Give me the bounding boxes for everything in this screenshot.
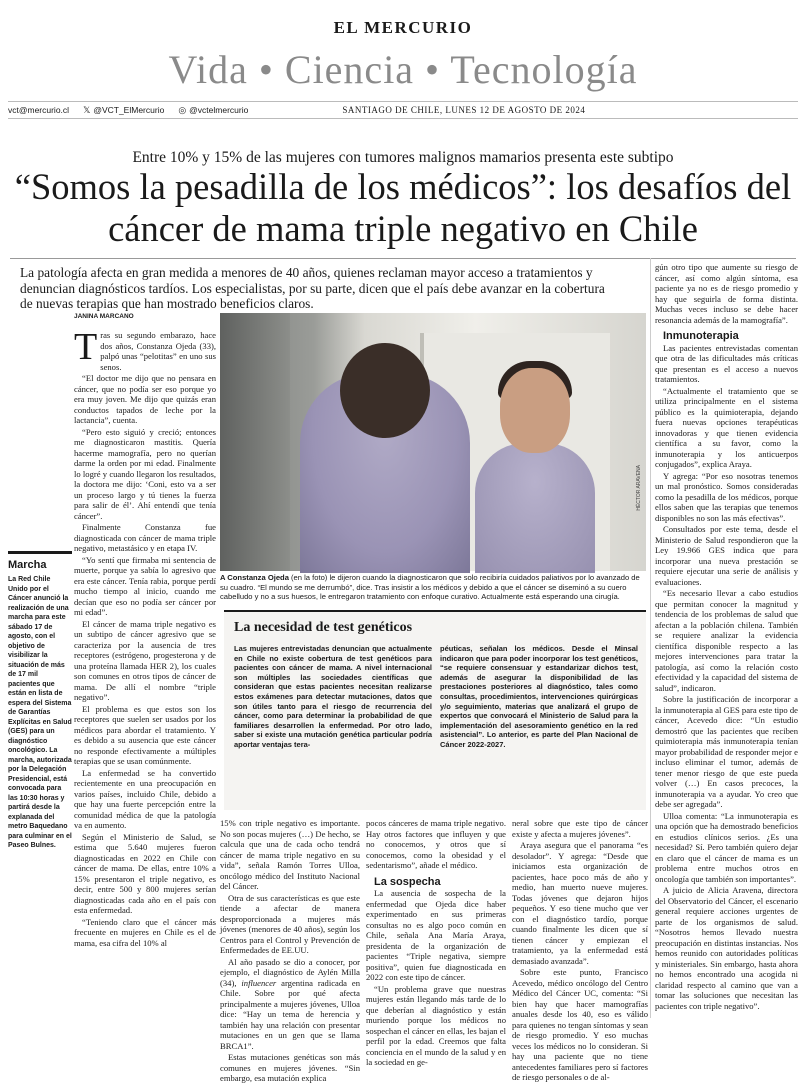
article-paragraph: “Pero esto siguió y creció; entonces me diagnosticaron mastitis. Quería hacerme mamografía, pero no querían darme la orden por mi edad. Finalmente lo logré y cuando llegaron los resultados, la doctora me dijo: ‘Coni, esto va a ser un proceso largo y tú tienes la fuerza para salir de él’. Ahí entendí que tenía cáncer”. [74, 426, 216, 521]
article-column-4 [366, 818, 506, 1067]
article-paragraph: “Teniendo claro que el cáncer más frecuente en mujeres en Chile es el de mama, esa cifra del 10% al [74, 916, 216, 948]
article-paragraph: Consultados por este tema, desde el Ministerio de Salud respondieron que la Ley 19.966 GES indica que para incorporar una nueva prestación se requiere ejecutar una serie de análisis y evaluaciones. [655, 524, 798, 587]
article-paragraph: Ulloa comenta: “La inmunoterapia es una opción que ha demostrado beneficios en estudios clínicos serios. ¿Es una necesidad? Sí. Pero también quiero dejar en claro que el cáncer de mama es un problema entre muchos otros en oncología que también son importantes”. [655, 810, 798, 884]
publication-date: SANTIAGO DE CHILE, LUNES 12 DE AGOSTO DE 2024 [342, 105, 586, 115]
article-paragraph: Finalmente Constanza fue diagnosticada con cáncer de mama triple negativo, metastásico y en etapa IV. [74, 522, 216, 553]
article-paragraph: A juicio de Alicia Aravena, directora del Observatorio del Cáncer, el escenario general requiere acciones urgentes de parte de los organismos de salud. “Nosotros hemos llevado nuestra preocupación en distintas instancias. Nos hemos reunido con autoridades políticas y ministeriales. Sin embargo, hasta ahora no hemos encontrado una acogida ni claridad respecto al camino que van a tomar las soluciones que necesitan las pacientes con triple negativo”. [655, 885, 798, 1011]
article-paragraph: Otra de sus características es que este tiende a afectar de manera desproporcionada a mujeres más jóvenes (menores de 40 años), según los Centros para el Control y Prevención de Enfermedades de EE.UU. [220, 892, 360, 955]
article-paragraph: “El doctor me dijo que no pensara en cáncer, que no podía ser eso porque yo era muy joven. Me dijo que quizás eran conductos tapados de leche por la lactancia”, cuenta. [74, 373, 216, 425]
article-column-6 [655, 262, 798, 1020]
article-paragraph: La enfermedad se ha convertido recientemente en una preocupación en varios países, incluido Chile, debido a que hay una fuerte percepción entre la comunidad médica de que la patología va en aumento. [74, 767, 216, 830]
article-column-3 [220, 818, 360, 1083]
kicker: Entre 10% y 15% de las mujeres con tumores malignos mamarios presenta este subtipo [132, 149, 674, 166]
drop-cap: T [74, 326, 98, 368]
box-title: La necesidad de test genéticos [234, 620, 413, 635]
genetic-tests-box [224, 610, 646, 810]
article-column-5 [512, 818, 648, 1082]
article-paragraph: Tras su segundo embarazo, hace dos años, Constanza Ojeda (33), palpó unas “pelotitas” en uno sus senos. [74, 326, 216, 372]
article-paragraph: 15% con triple negativo es importante. No son pocas mujeres (…) De hecho, se calcula que una de cada ocho tendrá cáncer de mama triple negativo en su vida”, señala Ramón Torres Ulloa, oncólogo médico del Instituto Nacional del Cáncer. [220, 818, 360, 891]
article-paragraph: Sobre este punto, Francisco Acevedo, médico oncólogo del Centro Médico del Cáncer UC, comenta: “Si bien hay que hacer mamografías anuales desde los 40, eso es válido para quienes no tengan síntomas y sean de riesgo promedio. Y eso muchas veces los médicos no lo consideran. Si hay una paciente que no tiene antecedentes familiares pero sí factores de riesgo personales o de al- [512, 967, 648, 1082]
article-paragraph: Las pacientes entrevistadas comentan que otra de las dificultades más críticas que presentan es el acceso a nuevos tratamientos. [655, 342, 798, 384]
sidebar-title: Marcha [8, 559, 47, 571]
article-photo [220, 313, 646, 571]
article-paragraph: Estas mutaciones genéticas son más comunes en mujeres jóvenes. “Sin embargo, esa mutación explica [220, 1052, 360, 1083]
column-rule [650, 258, 651, 1018]
sidebar-marcha [8, 551, 72, 851]
instagram-contact[interactable] [178, 105, 248, 116]
meta-bar [8, 101, 798, 119]
photo-caption [220, 573, 646, 602]
article-paragraph: Según el Ministerio de Salud, se estima que 5.640 mujeres fueron diagnosticadas en 2022 en Chile con cáncer de mama. De ellas, entre 10% a 15% presentaron el triple negativo, es decir, entre 500 y 800 mujeres serían diagnosticadas cada año en el país con esta enfermedad. [74, 831, 216, 915]
article-paragraph: El problema es que estos son los receptores que suelen ser usados por los médicos para abordar el tratamiento. Y es debido a su ausencia que este cáncer no responde efectivamente a múltiples terapias que se usan comúnmente. [74, 703, 216, 766]
email-text: vct@mercurio.cl [8, 105, 70, 115]
article-paragraph: La ausencia de sospecha de la enfermedad que Ojeda dice haber experimentado en sus primeras consultas no es algo poco común en Chile, señala Ana María Araya, presidenta de la organización de pacientes “Triple negativa, siempre positiva”, quien fue diagnosticada en 2022 con este tipo de cáncer. [366, 888, 506, 982]
instagram-handle: @vctelmercurio [189, 105, 249, 115]
article-paragraph: “Un problema grave que nuestras mujeres están llegando más tarde de lo que deberían al diagnóstico y están muriendo porque los médicos no sospechan el cáncer en ellas, les bajan el perfil por la edad. Creemos que falta conciencia en el mundo de la salud y en la sociedad en ge- [366, 983, 506, 1067]
x-handle: @VCT_ElMercurio [93, 105, 165, 115]
byline: JANINA MARCANO [74, 313, 134, 320]
email-contact[interactable] [8, 105, 69, 115]
box-text-right: péuticas, señalan los médicos. Desde el Minsal indicaron que para poder incorporar los test genéticos, “se requiere consensuar y estandarizar dichos test, además de asegurar la disponibilidad de las prestaciones posteriores al diagnóstico, tales como consultas, procedimientos, intervenciones quirúrgicas y/o seguimiento, materias que analizará el grupo de expertos que convocará el Ministerio de Salud para la implementación del asesoramiento genético en la red asistencial”. Lo anterior, es parte del Plan Nacional de Cáncer 2022-2027. [440, 644, 638, 749]
article-paragraph: “Yo sentí que firmaba mi sentencia de muerte, porque ya sabía lo agresivo que era este cáncer. Tenía rabia, porque perdí mucho tiempo al inicio, cuando me decían que eso no podía ser cáncer por mi edad”. [74, 554, 216, 617]
article-paragraph: El cáncer de mama triple negativo es un subtipo de cáncer agresivo que se caracteriza por la ausencia de tres receptores (estrógeno, progesterona y de una proteína llamada HER 2), los cuales son comunes en otros tipos de cáncer de mama. De allí el nombre “triple negativo”. [74, 618, 216, 702]
x-contact[interactable] [83, 105, 164, 116]
photo-credit: HÉCTOR ARAVENA [636, 465, 642, 511]
caption-text: (en la foto) le dijeron cuando la diagnosticaron que solo recibiría cuidados paliativos por lo avanzado de su cuadro. “El mundo se me derrumbó”, dice. Tras insistir a los médicos y debido a que el cáncer se diseminó a su cuero cabelludo y no a sus huesos, le entregaron tratamiento con enfoque curativo. Actualmente está esperando una cirugía. [220, 573, 640, 601]
article-column-1 [74, 326, 216, 1020]
box-text-left: Las mujeres entrevistadas denuncian que actualmente en Chile no existe cobertura de test genéticos para pacientes con cáncer de mama. A nivel internacional son múltiples las sociedades científicas que consideran que estas pacientes necesitan realizarse estos exámenes para detectar mutaciones, datos que son útiles tanto para el riesgo de recurrencia del cáncer, como para determinar la probabilidad de que familiares desarrollen la enfermedad. Por otro lado, saber si existe una mutación genética particular podría aportar ventajas tera- [234, 644, 432, 749]
article-paragraph: Al año pasado se dio a conocer, por ejemplo, el diagnóstico de Aylén Milla (34), influencer argentina radicada en Chile. Sobre por qué afecta principalmente a mujeres jóvenes, Ulloa dice: “Hay un tema de herencia y también hay una relación con presentar mutaciones en un gen que se llama BRCA1”. [220, 956, 360, 1051]
article-paragraph: gún otro tipo que aumente su riesgo de cáncer, así como algún síntoma, esa paciente ya no es de riesgo promedio y hay que seguirla de forma distinta. Muchas veces incluso se debe hacer resonancia además de la mamografía”. [655, 262, 798, 325]
subhead-inmunoterapia: Inmunoterapia [663, 330, 739, 342]
masthead: EL MERCURIO [333, 18, 473, 37]
article-paragraph: “Es necesario llevar a cabo estudios que permitan conocer la magnitud y tendencia de los problemas de salud que afectan a la población chilena. También se requiere analizar la evidencia científica disponible respecto a las mejores intervenciones para tratar la patología, así como la relación costo efectividad y la capacidad del sistema de salud”, indicaron. [655, 588, 798, 693]
article-paragraph: Araya asegura que el panorama “es desolador”. Y agrega: “Desde que iniciamos esta organización de pacientes, hace poco más de año y medio, han muerto nueve mujeres. Todas jóvenes que dejaron hijos pequeños. Y eso tiene mucho que ver con el diagnóstico tardío, porque cuando finalmente les dicen que sí tienen cáncer y empiezan el tratamiento, ya la enfermedad está demasiado avanzada”. [512, 840, 648, 966]
caption-lead: A Constanza Ojeda [220, 573, 289, 582]
article-paragraph: Y agrega: “Por eso nosotras tenemos un mal pronóstico. Somos consideradas como la pesadilla de los médicos, porque ellos saben que las terapias que tenemos disponibles no son las más efectivas”. [655, 470, 798, 523]
article-paragraph: “Actualmente el tratamiento que se utiliza principalmente en el sistema público es la quimioterapia, dejando fuera nuevas opciones terapéuticas innovadoras y que tienen evidencia científica a su favor, como la inmunoterapia y los anticuerpos conjugados”, explica Araya. [655, 385, 798, 469]
article-paragraph: pocos cánceres de mama triple negativo. Hay otros factores que influyen y que no conocemos, y otros que sí conocemos, como la obesidad y el sedentarismo”, añade el médico. [366, 818, 506, 870]
subhead-sospecha: La sospecha [374, 875, 441, 888]
divider [10, 258, 796, 259]
instagram-icon: ◎ [178, 104, 187, 115]
section-title: Vida • Ciencia • Tecnología [168, 47, 638, 92]
deck: La patología afecta en gran medida a menores de 40 años, quienes reclaman mayor acceso a tratamientos y denuncian diagnósticos tardíos. Los especialistas, por su parte, dicen que el país debe avanzar en la cobertura de nuevas terapias que han mostrado beneficios claros. [20, 265, 605, 311]
sidebar-text: La Red Chile Unido por el Cáncer anunció la realización de una marcha para este sábado 17 de agosto, con el objetivo de visibilizar la situación de más de 17 mil pacientes que están en lista de espera del Sistema de Garantías Explícitas en Salud (GES) para un diagnóstico oncológico. La marcha, autorizada por la Delegación Presidencial, está convocada para las 10:30 horas y partirá desde la explanada del metro Baquedano para culminar en el Paseo Bulnes. [8, 576, 72, 849]
headline: “Somos la pesadilla de los médicos”: los desafíos del cáncer de mama triple negativo en Chile [14, 166, 792, 249]
article-paragraph: neral sobre que este tipo de cáncer existe y afecta a mujeres jóvenes”. [512, 818, 648, 839]
x-logo-icon: 𝕏 [83, 104, 91, 115]
article-paragraph: Sobre la justificación de incorporar a la inmunoterapia al GES para este tipo de cáncer, Acevedo dice: “Un estudio demostró que las pacientes que reciben quimioterapia más inmunoterapia tenían mayor probabilidad de responder mejor e incluso eliminar el tumor, además de tener menor riesgo de que este pueda volver (…) En casos precoces, la inmunoterapia va a ayudar. Yo creo que debe ser agregada”. [655, 694, 798, 809]
